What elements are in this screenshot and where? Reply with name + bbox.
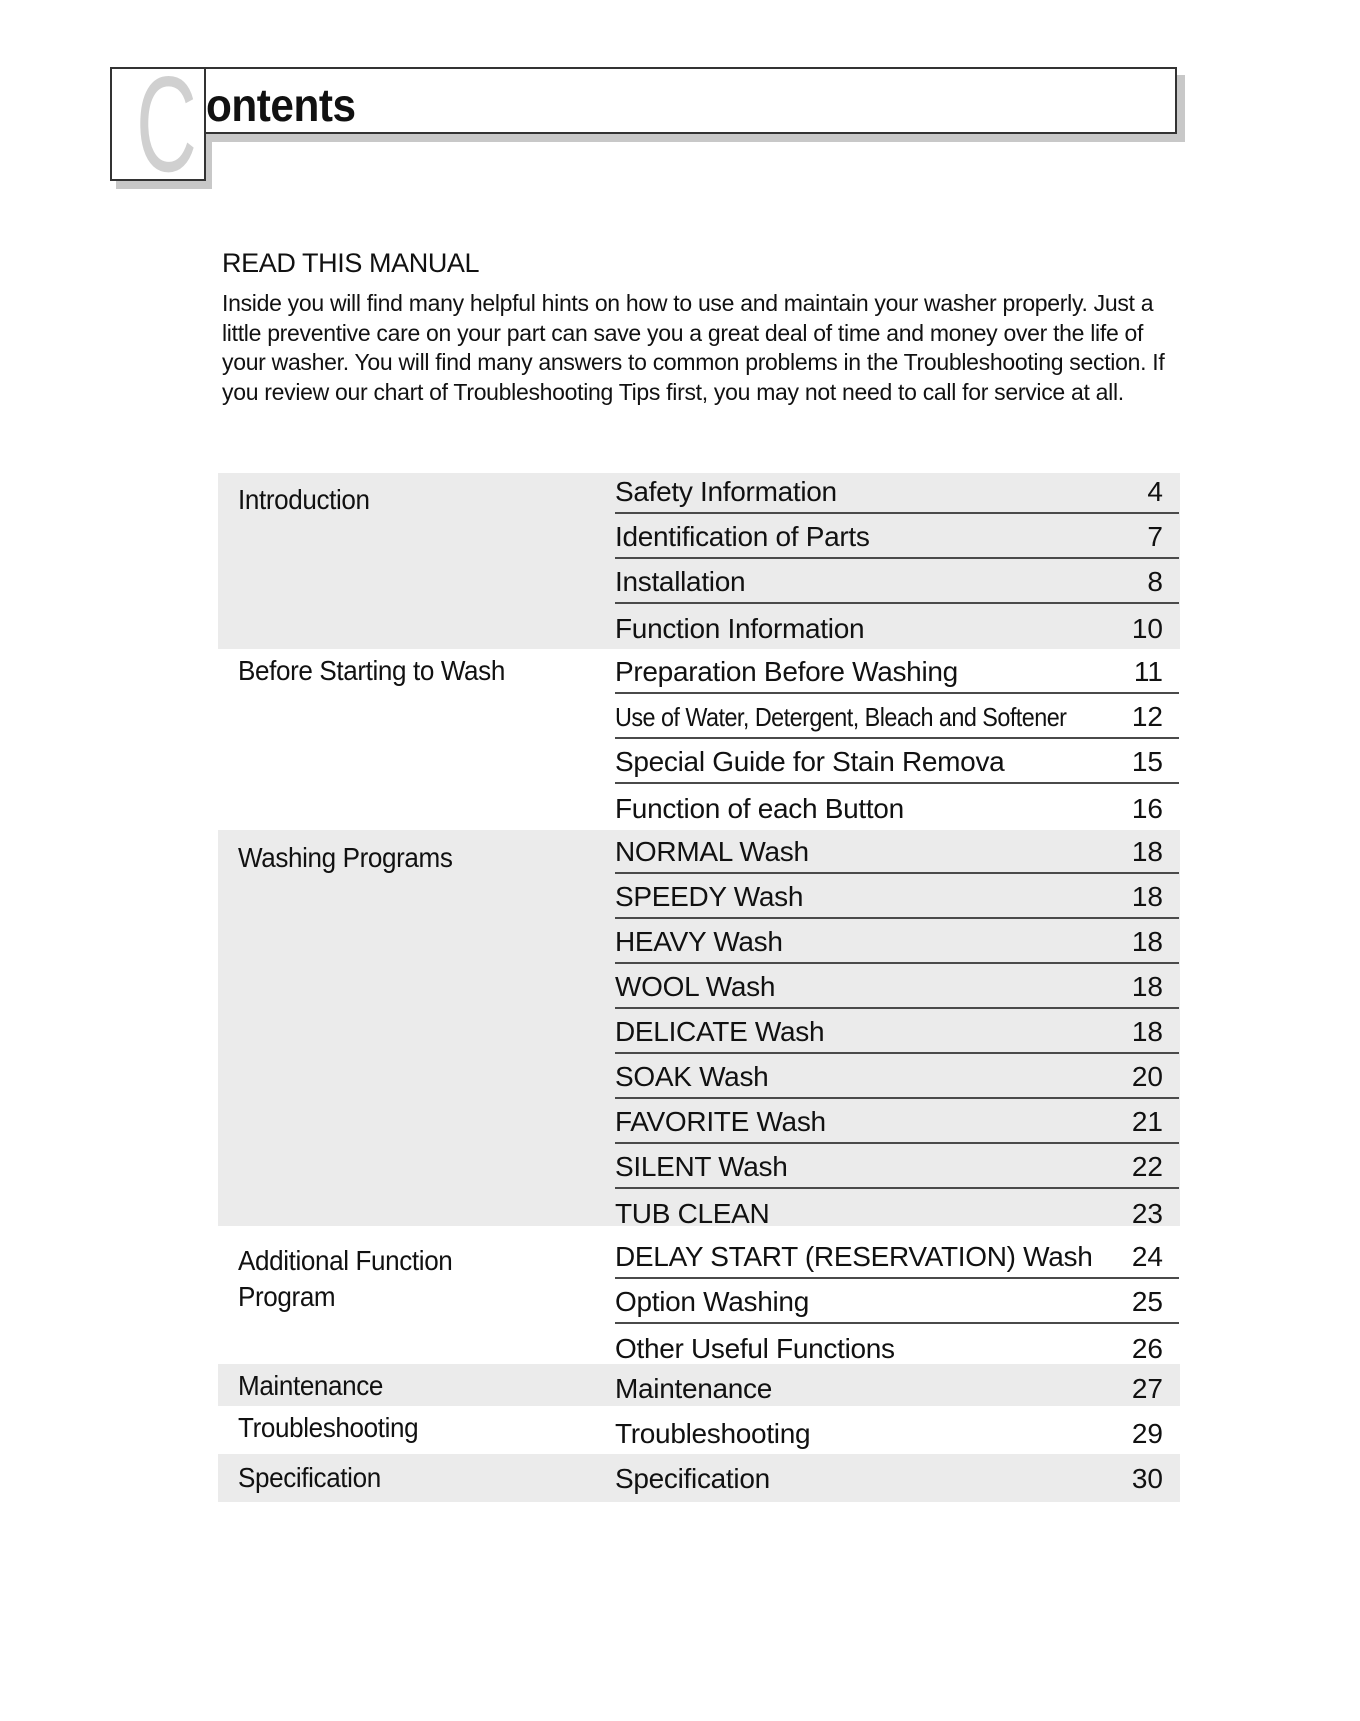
entry-page: 18 (1131, 926, 1163, 957)
toc-entry (615, 1054, 1179, 1099)
toc-entry (615, 1009, 1179, 1054)
toc-entry (615, 1189, 1179, 1234)
section-specification: Specification (238, 1462, 381, 1493)
entry-page: 8 (1147, 566, 1163, 597)
entry-page: 22 (1131, 1151, 1163, 1182)
toc-entry (615, 604, 1179, 649)
entry-title: Function Information (615, 613, 865, 644)
entry-page: 26 (1131, 1333, 1163, 1364)
entry-title: Other Useful Functions (615, 1333, 895, 1364)
entry-title: NORMAL Wash (615, 836, 809, 867)
toc-entry (615, 1454, 1179, 1499)
toc-entry (615, 919, 1179, 964)
toc-entry (615, 1144, 1179, 1189)
section-introduction: Introduction (238, 484, 370, 515)
entry-page: 21 (1131, 1106, 1163, 1137)
toc-entry (615, 964, 1179, 1009)
entry-page: 10 (1131, 613, 1163, 644)
entry-title: SILENT Wash (615, 1151, 788, 1182)
entry-page: 30 (1131, 1463, 1163, 1494)
entry-page: 4 (1147, 476, 1163, 507)
entry-page: 20 (1131, 1061, 1163, 1092)
entry-title: Function of each Button (615, 793, 904, 824)
entry-title: Option Washing (615, 1286, 809, 1317)
entry-page: 11 (1133, 656, 1163, 687)
section-maintenance: Maintenance (238, 1370, 384, 1401)
entry-title: DELAY START (RESERVATION) Wash (615, 1241, 1093, 1272)
entry-title: TUB CLEAN (615, 1198, 770, 1229)
toc-entry (615, 784, 1179, 829)
entry-page: 16 (1131, 793, 1163, 824)
toc-entry (615, 874, 1179, 919)
entry-page: 23 (1131, 1198, 1163, 1229)
entry-page: 12 (1131, 701, 1163, 732)
entry-title: Preparation Before Washing (615, 656, 958, 687)
entry-title: DELICATE Wash (615, 1016, 825, 1047)
section-troubleshooting: Troubleshooting (238, 1412, 419, 1443)
toc-entry (615, 1364, 1179, 1409)
entry-page: 25 (1131, 1286, 1163, 1317)
entry-title: WOOL Wash (615, 971, 776, 1002)
entry-page: 18 (1131, 971, 1163, 1002)
toc-entry (615, 1324, 1179, 1369)
entry-title: Identification of Parts (615, 521, 870, 552)
entry-page: 29 (1131, 1418, 1163, 1449)
toc-entry (615, 1409, 1179, 1454)
entry-title: SOAK Wash (615, 1061, 769, 1092)
section-before-starting: Before Starting to Wash (238, 655, 505, 686)
entry-title: Use of Water, Detergent, Bleach and Softener (615, 702, 1067, 732)
entry-page: 7 (1147, 521, 1163, 552)
toc-entry (615, 1234, 1179, 1279)
entry-title: Specification (615, 1463, 770, 1494)
toc-entry (615, 649, 1179, 694)
section-additional-function: Additional Function Program (238, 1245, 453, 1312)
section-washing-programs: Washing Programs (238, 842, 453, 873)
title-initial: C (136, 48, 197, 200)
entry-page: 18 (1131, 881, 1163, 912)
toc-entry (615, 469, 1179, 514)
entry-title: Installation (615, 566, 746, 597)
entry-title: SPEEDY Wash (615, 881, 804, 912)
entry-page: 24 (1131, 1241, 1163, 1272)
toc-entry (615, 559, 1179, 604)
entry-page: 18 (1131, 836, 1163, 867)
entry-page: 15 (1131, 746, 1163, 777)
toc-entry (615, 1099, 1179, 1144)
entry-page: 18 (1131, 1016, 1163, 1047)
entry-title: FAVORITE Wash (615, 1106, 826, 1137)
entry-title: Maintenance (615, 1373, 773, 1404)
entry-page: 27 (1131, 1373, 1163, 1404)
toc-entry (615, 829, 1179, 874)
intro-text: Inside you will find many helpful hints on how to use and maintain your washer properly. Just a little preventive care on your part can save you a great deal of time and money over the life of your washer. You will find many answers to common problems in the Troubleshooting section. If you review our chart of Troubleshooting Tips first, you may not need to call for service at all. (222, 290, 1165, 405)
page-title: ontents (206, 79, 356, 131)
entry-title: HEAVY Wash (615, 926, 783, 957)
toc-entry (615, 739, 1179, 784)
entry-title: Troubleshooting (615, 1418, 811, 1449)
entry-title: Safety Information (615, 476, 837, 507)
entry-title: Special Guide for Stain Remova (615, 746, 1005, 777)
toc-entry (615, 514, 1179, 559)
intro-heading: READ THIS MANUAL (222, 248, 480, 278)
toc-entry (615, 694, 1179, 739)
toc-entry (615, 1279, 1179, 1324)
